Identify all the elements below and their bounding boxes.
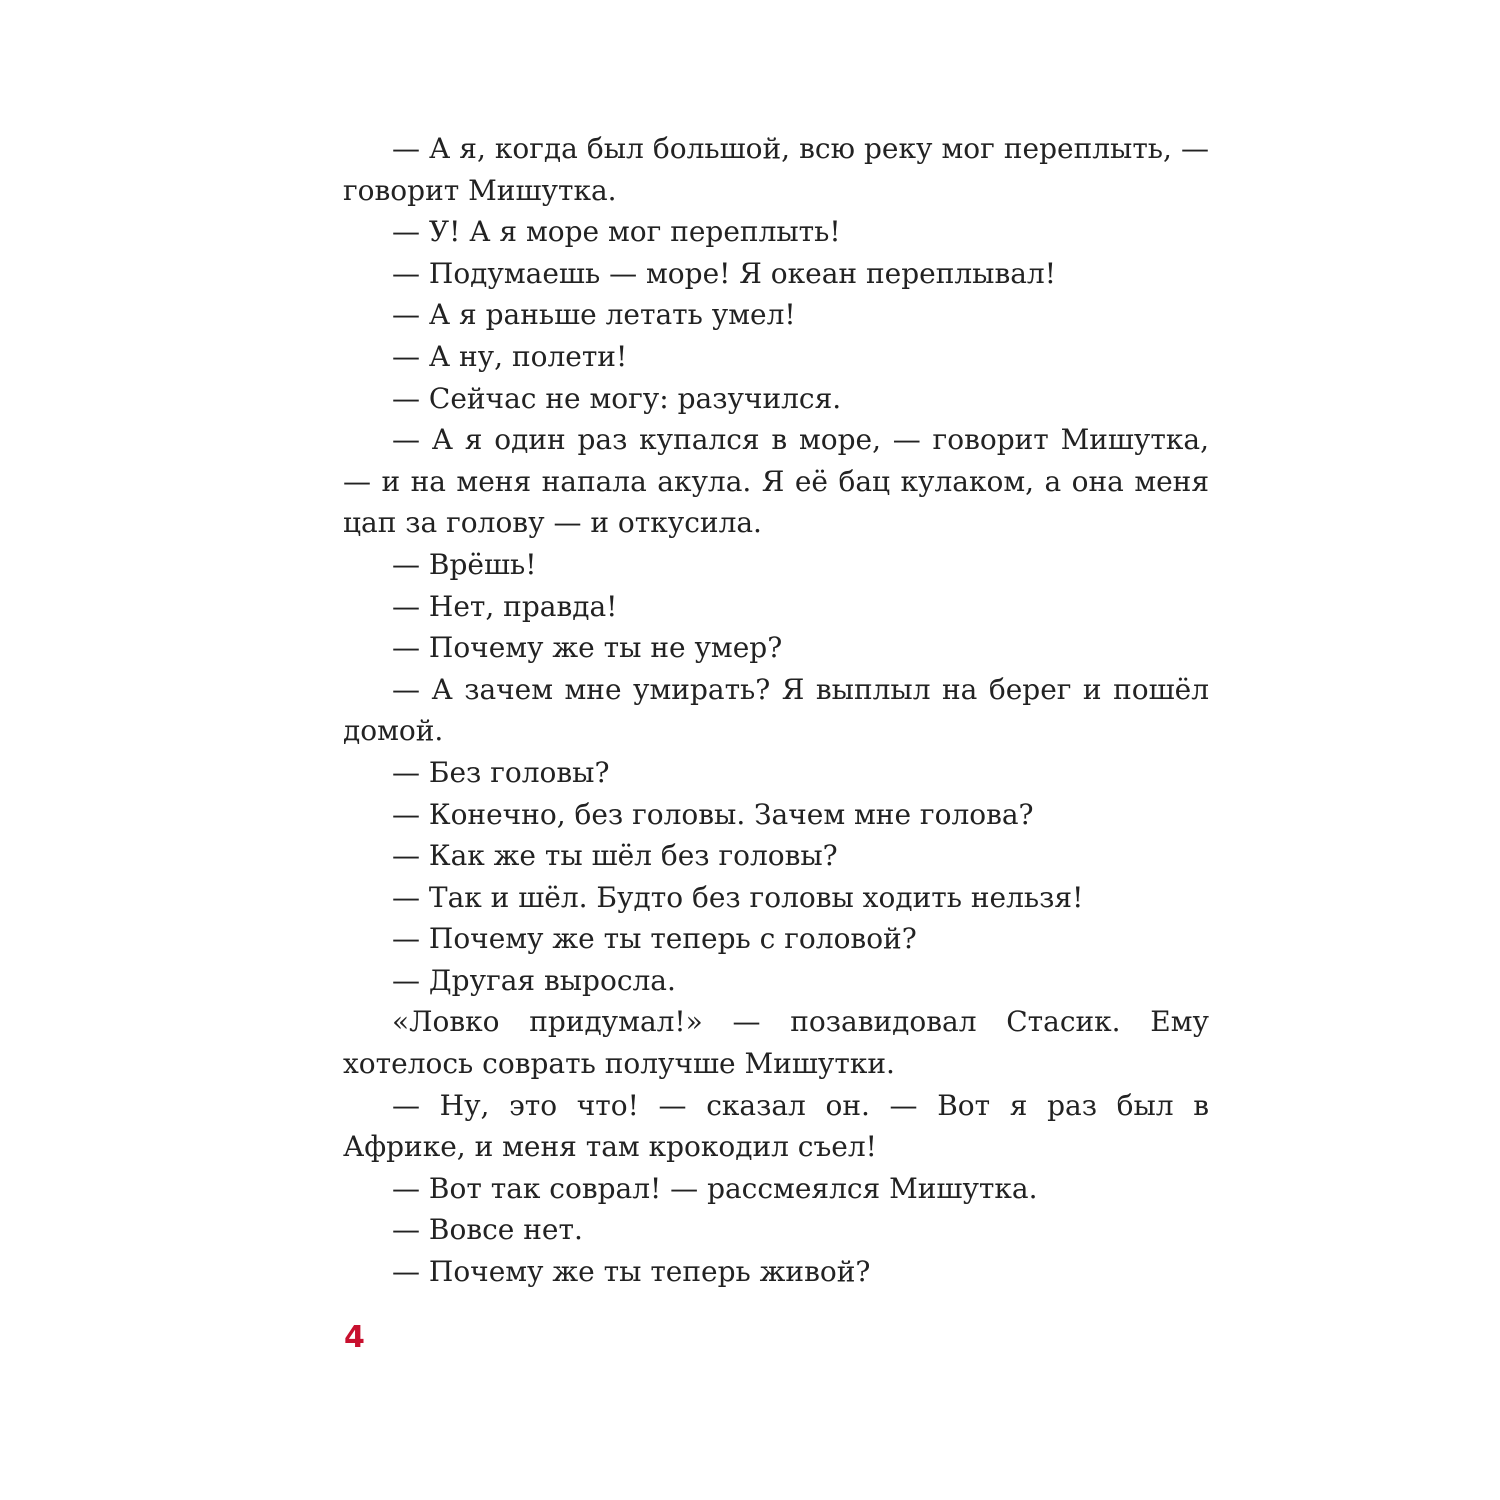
paragraph: — Подумаешь — море! Я океан переплывал! bbox=[392, 256, 1056, 290]
paragraph: — Почему же ты теперь с головой? bbox=[392, 922, 917, 956]
paragraph: — Другая выросла. bbox=[392, 963, 676, 997]
paragraph: — А ну, полети! bbox=[392, 339, 628, 373]
paragraph: — У! А я море мог переплыть! bbox=[392, 215, 841, 249]
paragraph: — Сейчас не могу: разучился. bbox=[392, 381, 842, 415]
paragraph: — А я раньше летать умел! bbox=[392, 298, 796, 332]
body-text bbox=[343, 128, 1209, 1293]
paragraph: — Без головы? bbox=[392, 755, 610, 789]
paragraph: — Вот так соврал! — рассмеялся Мишутка. bbox=[392, 1171, 1038, 1205]
paragraph: — Конечно, без головы. Зачем мне голова? bbox=[392, 797, 1034, 831]
paragraph: — Врёшь! bbox=[392, 547, 537, 581]
paragraph: — Как же ты шёл без головы? bbox=[392, 839, 838, 873]
paragraph: — Так и шёл. Будто без головы ходить нельзя! bbox=[392, 880, 1084, 914]
paragraph: — Вовсе нет. bbox=[392, 1213, 583, 1247]
page-number: 4 bbox=[344, 1320, 365, 1355]
paragraph: — Почему же ты не умер? bbox=[392, 631, 783, 665]
paragraph: — Ну, это что! — сказал он. — Вот я раз был в Африке, и меня там крокодил съел! bbox=[343, 1088, 1209, 1164]
paragraph: — А я, когда был большой, всю реку мог переплыть, — говорит Мишутка. bbox=[343, 132, 1209, 207]
paragraph: — А я один раз купался в море, — говорит Мишутка, — и на меня напала акула. Я её бац кулаком, а она меня цап за голову — и откусила. bbox=[343, 423, 1209, 540]
paragraph: — Нет, правда! bbox=[392, 589, 618, 623]
paragraph: «Ловко придумал!» — позавидовал Стасик. Ему хотелось соврать получше Мишутки. bbox=[343, 1005, 1209, 1081]
paragraph: — А зачем мне умирать? Я выплыл на берег и пошёл домой. bbox=[343, 672, 1209, 748]
paragraph: — Почему же ты теперь живой? bbox=[392, 1255, 871, 1289]
